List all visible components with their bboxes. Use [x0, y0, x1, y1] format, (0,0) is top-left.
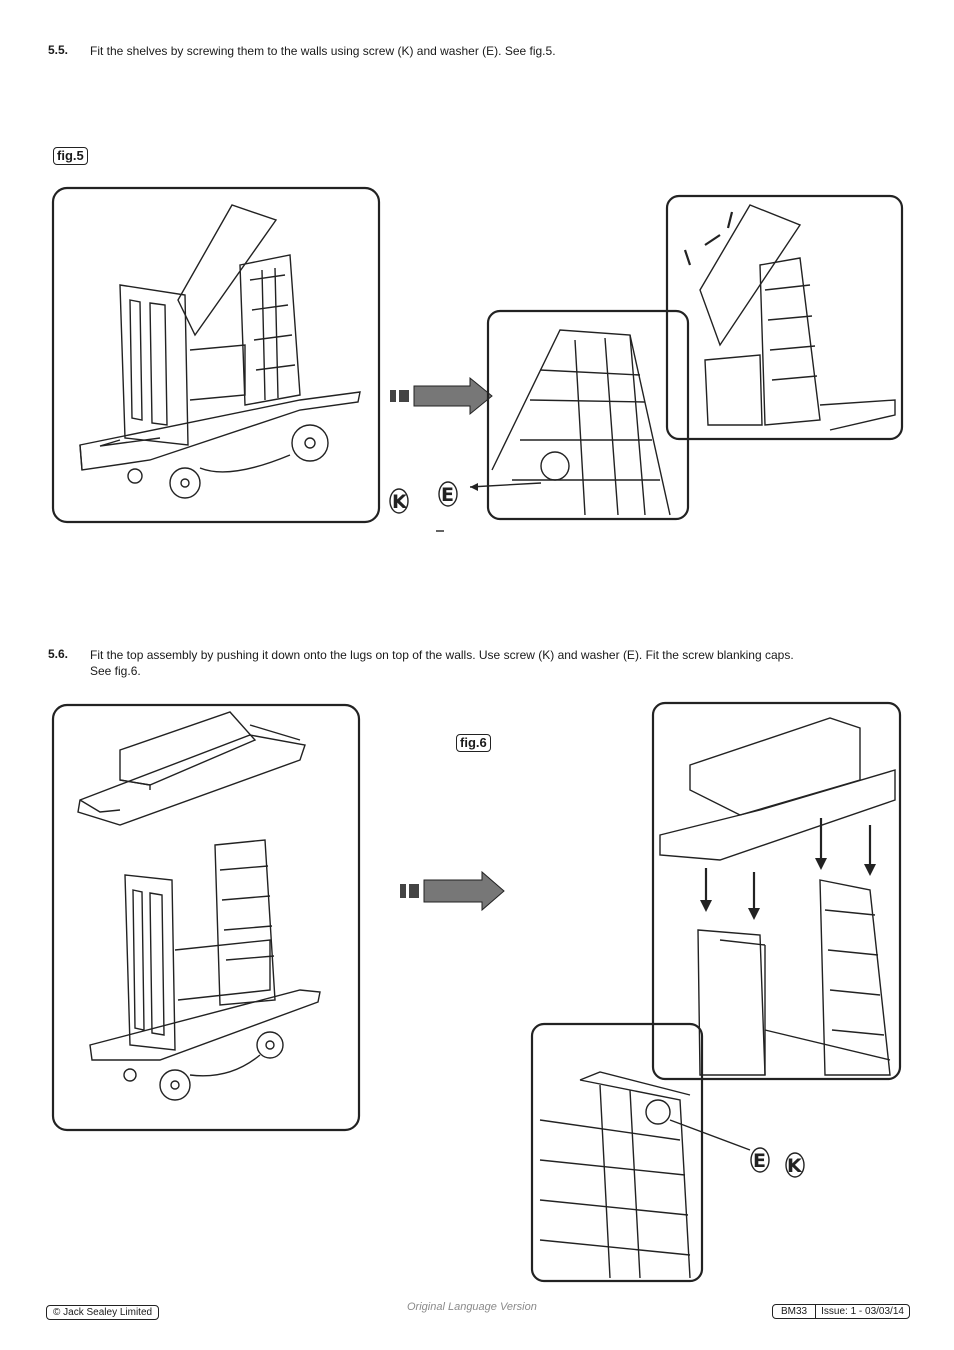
callout-e: E [441, 484, 454, 506]
step-instruction-cont: See fig.6. [90, 664, 141, 678]
step-instruction: Fit the top assembly by pushing it down onto the lugs on top of the walls. Use screw (K) and washer (E). Fit the screw blanking caps. [90, 648, 794, 662]
callout-k: K [787, 1155, 802, 1177]
step-instruction: Fit the shelves by screwing them to the walls using screw (K) and washer (E). See fig.5. [90, 44, 556, 58]
figure-label: fig.6 [456, 734, 491, 752]
issue-date: Issue: 1 - 03/03/14 [821, 1306, 904, 1317]
language-version: Original Language Version [407, 1301, 537, 1313]
step-number: 5.6. [48, 647, 69, 661]
step-number: 5.5. [48, 43, 69, 57]
copyright-notice: © Jack Sealey Limited [46, 1305, 159, 1320]
callout-k: K [392, 491, 407, 513]
figure-label: fig.5 [53, 147, 88, 165]
callout-e: E [753, 1150, 766, 1172]
document-reference [772, 1304, 910, 1319]
model-number: BM33 [773, 1305, 816, 1318]
